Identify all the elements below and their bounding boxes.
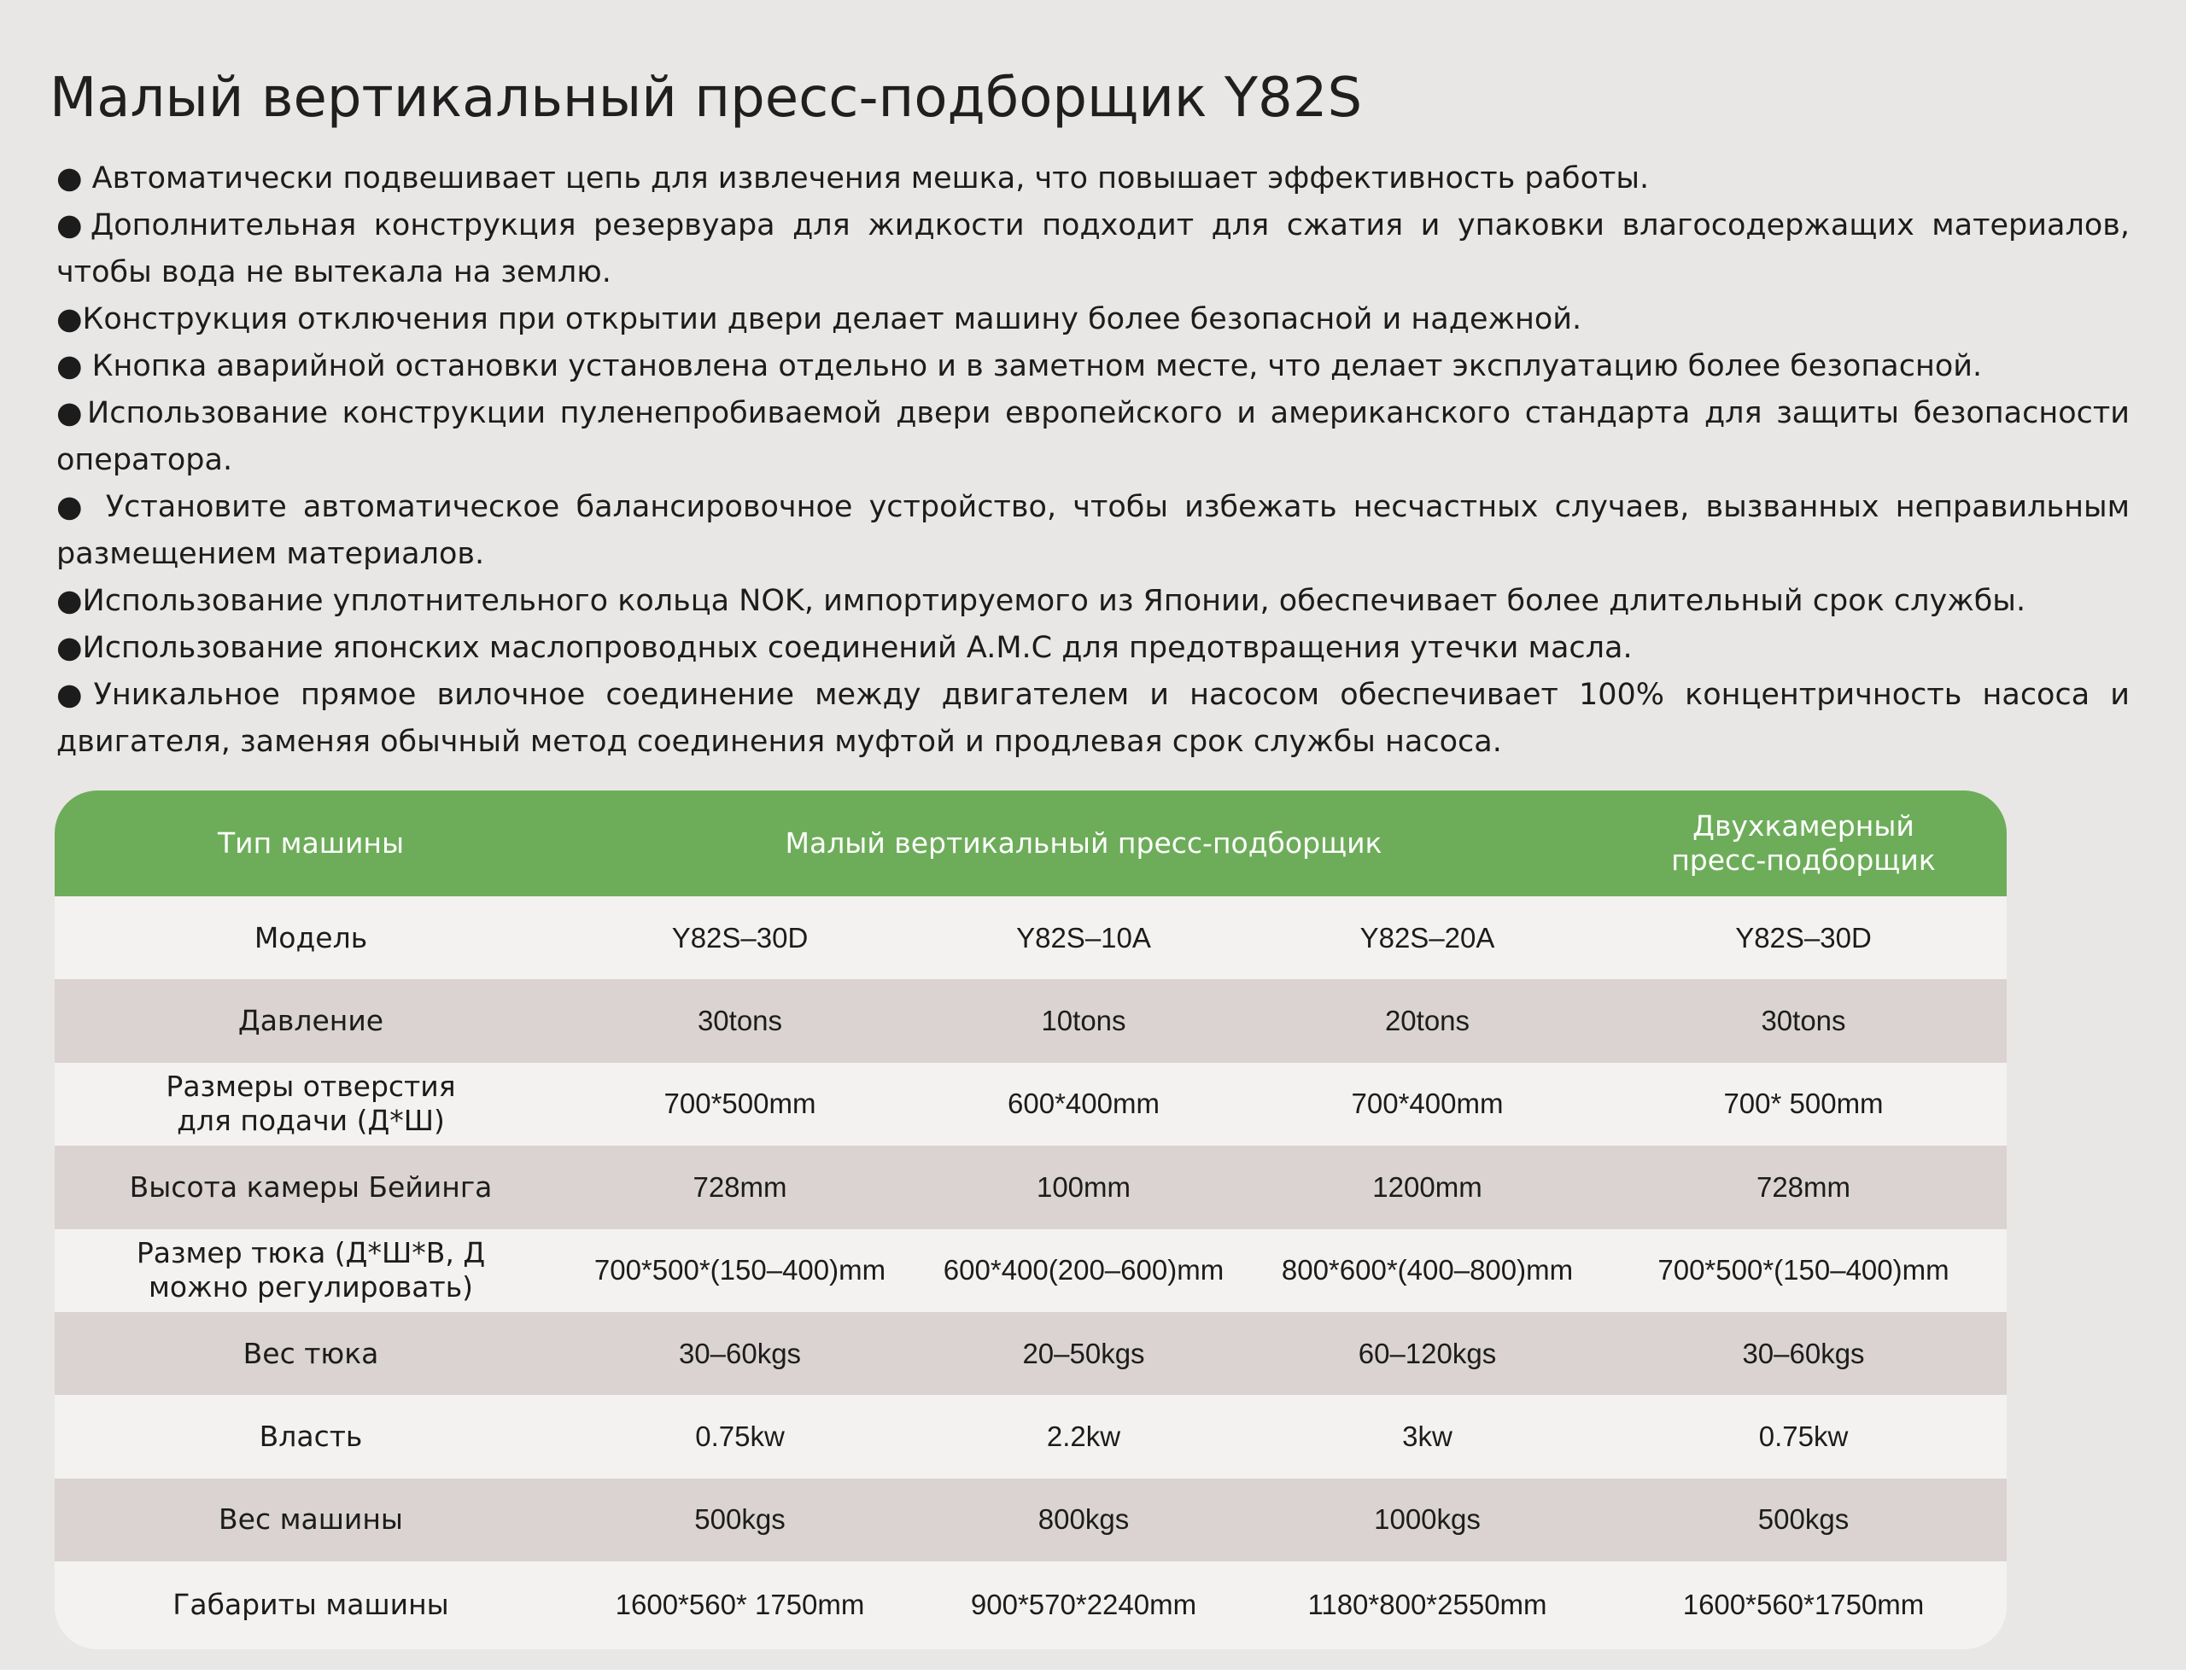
table-row bbox=[55, 1063, 2007, 1146]
table-cell: Y82S–20A bbox=[1359, 921, 1495, 954]
table-cell: 700*500*(150–400)mm bbox=[1657, 1254, 1949, 1286]
table-row bbox=[55, 896, 2007, 979]
table-cell: 30tons bbox=[1761, 1005, 1846, 1037]
table-cell: 2.2kw bbox=[1046, 1420, 1121, 1453]
row-label: Габариты машины bbox=[172, 1588, 449, 1622]
feature-item: ● Автоматически подвешивает цепь для извлечения мешка, что повышает эффективность работы. bbox=[56, 161, 1650, 195]
table-cell: 1600*560*1750mm bbox=[1682, 1589, 1925, 1621]
table-cell: 700*400mm bbox=[1351, 1088, 1504, 1120]
feature-item: ● Установите автоматическое балансировочное устройство, чтобы избежать несчастных случаев, вызванных неправильным размещением материалов. bbox=[56, 490, 2130, 571]
table-cell: 800*600*(400–800)mm bbox=[1281, 1254, 1574, 1286]
table-cell: 0.75kw bbox=[1758, 1420, 1849, 1453]
table-row bbox=[55, 979, 2007, 1062]
row-label: Вес тюка bbox=[243, 1336, 379, 1370]
table-cell: 30tons bbox=[697, 1005, 783, 1037]
table-cell: 728mm bbox=[1756, 1170, 1851, 1203]
table-cell: Y82S–30D bbox=[1735, 921, 1872, 954]
page-title: Малый вертикальный пресс-подборщик Y82S bbox=[50, 67, 1363, 130]
row-label: Размеры отверстия для подачи (Д*Ш) bbox=[166, 1070, 456, 1138]
feature-item: ●Использование уплотнительного кольца NOK, импортируемого из Японии, обеспечивает более длительный срок службы. bbox=[56, 584, 2026, 618]
table-cell: 1000kgs bbox=[1374, 1503, 1481, 1536]
table-row bbox=[55, 1229, 2007, 1312]
row-label: Вес машины bbox=[219, 1502, 403, 1537]
table-row bbox=[55, 1146, 2007, 1228]
table-cell: 0.75kw bbox=[695, 1420, 785, 1453]
feature-item: ●Использование японских маслопроводных соединений A.M.C для предотвращения утечки масла. bbox=[56, 631, 1633, 665]
spec-table bbox=[55, 790, 2007, 1649]
row-label: Власть bbox=[259, 1420, 363, 1454]
table-header-row bbox=[55, 790, 2007, 896]
row-label: Модель bbox=[254, 920, 368, 954]
table-cell: 728mm bbox=[693, 1170, 787, 1203]
feature-item: ●Использование конструкции пуленепробиваемой двери европейского и американского стандарта для защиты безопасности оператора. bbox=[56, 396, 2130, 477]
table-cell: 100mm bbox=[1036, 1170, 1131, 1203]
table-cell: 10tons bbox=[1041, 1005, 1126, 1037]
table-cell: 20tons bbox=[1384, 1005, 1470, 1037]
table-cell: 700*500*(150–400)mm bbox=[593, 1254, 886, 1286]
table-row bbox=[55, 1395, 2007, 1478]
table-cell: 900*570*2240mm bbox=[970, 1589, 1197, 1621]
table-row bbox=[55, 1479, 2007, 1561]
table-cell: 700*500mm bbox=[663, 1088, 816, 1120]
table-cell: 1600*560* 1750mm bbox=[615, 1589, 865, 1621]
table-cell: 20–50kgs bbox=[1022, 1337, 1145, 1369]
table-cell: 30–60kgs bbox=[1742, 1337, 1865, 1369]
row-label: Размер тюка (Д*Ш*В, Д можно регулировать) bbox=[136, 1236, 486, 1304]
table-cell: 1180*800*2550mm bbox=[1307, 1589, 1547, 1621]
row-label: Давление bbox=[237, 1004, 384, 1038]
table-cell: Y82S–30D bbox=[671, 921, 809, 954]
feature-list bbox=[56, 155, 2130, 766]
table-cell: 600*400mm bbox=[1008, 1088, 1160, 1120]
table-row bbox=[55, 1561, 2007, 1648]
header-double-chamber-baler: Двухкамерный пресс-подборщик bbox=[1671, 809, 1936, 877]
feature-item: ● Кнопка аварийной остановки установлена отдельно и в заметном месте, что делает эксплуатацию более безопасной. bbox=[56, 349, 1983, 383]
table-cell: 800kgs bbox=[1037, 1503, 1130, 1536]
table-body bbox=[55, 896, 2007, 1648]
table-cell: 30–60kgs bbox=[678, 1337, 802, 1369]
header-machine-type: Тип машины bbox=[217, 826, 405, 860]
table-cell: 60–120kgs bbox=[1358, 1337, 1497, 1369]
feature-item: ●Конструкция отключения при открытии двери делает машину более безопасной и надежной. bbox=[56, 302, 1582, 336]
table-cell: Y82S–10A bbox=[1016, 921, 1151, 954]
table-cell: 1200mm bbox=[1372, 1170, 1482, 1203]
table-row bbox=[55, 1312, 2007, 1395]
header-small-baler: Малый вертикальный пресс-подборщик bbox=[785, 826, 1382, 860]
table-cell: 500kgs bbox=[694, 1503, 786, 1536]
table-cell: 700* 500mm bbox=[1723, 1088, 1884, 1120]
bottom-band bbox=[0, 1670, 2186, 1680]
row-label: Высота камеры Бейинга bbox=[129, 1170, 493, 1204]
table-cell: 600*400(200–600)mm bbox=[943, 1254, 1225, 1286]
feature-item: ●Уникальное прямое вилочное соединение между двигателем и насосом обеспечивает 100% концентричность насоса и двигателя, заменяя обычный метод соединения муфтой и продлевая срок службы насоса. bbox=[56, 678, 2130, 759]
table-cell: 500kgs bbox=[1757, 1503, 1850, 1536]
feature-item: ●Дополнительная конструкция резервуара для жидкости подходит для сжатия и упаковки влагосодержащих материалов, чтобы вода не вытекала на землю. bbox=[56, 208, 2130, 289]
table-cell: 3kw bbox=[1402, 1420, 1452, 1453]
